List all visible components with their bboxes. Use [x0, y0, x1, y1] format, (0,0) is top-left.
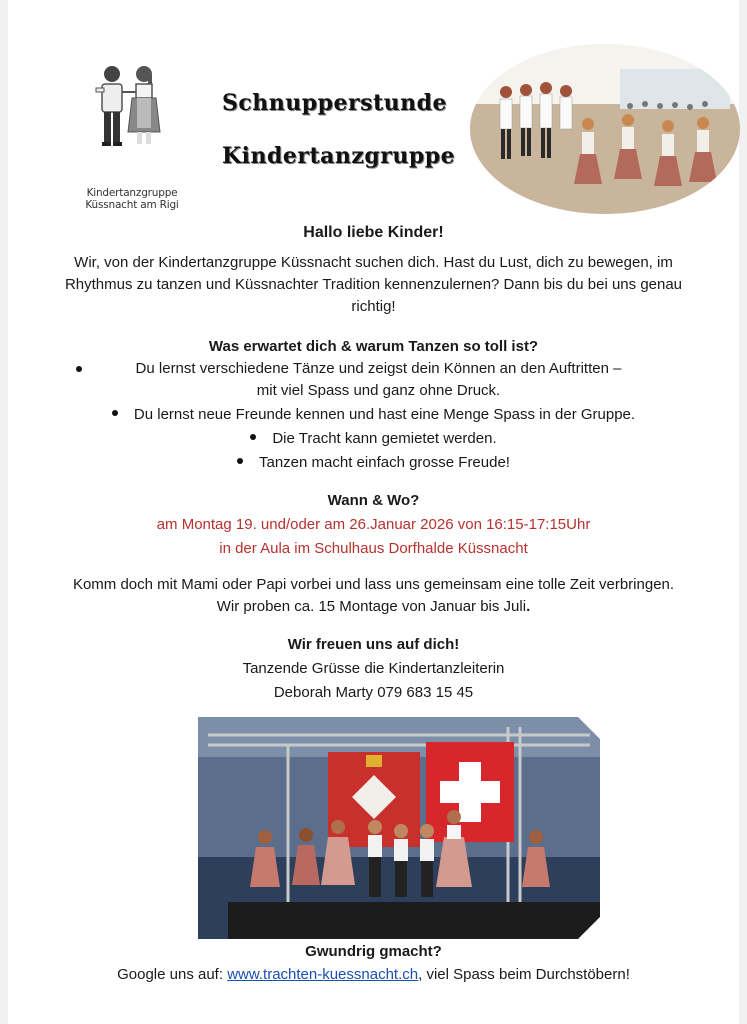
logo-text-line1: Kindertanzgruppe	[86, 187, 178, 199]
bullet-text: Du lernst verschiedene Tänze und zeigst dein Können an den Auftritten – mit viel Spass und ganz ohne Druck.	[135, 360, 622, 399]
google-prefix: Google uns auf:	[117, 966, 228, 983]
list-item	[40, 358, 707, 402]
bullet-icon	[76, 366, 82, 372]
dancing-children-logo-icon	[82, 60, 182, 185]
dance-group-photo-top	[470, 44, 740, 214]
joy-heading: Wir freuen uns auf dich!	[287, 636, 460, 653]
title-schnupperstunde: Schnupperstunde	[222, 90, 448, 116]
invitation-paragraph	[40, 574, 707, 618]
when-heading: Wann & Wo?	[327, 492, 420, 509]
bullet-text: Du lernst neue Freunde kennen und hast eine Menge Spass in der Gruppe.	[133, 406, 636, 423]
intro-paragraph: Wir, von der Kindertanzgruppe Küssnacht suchen dich. Hast du Lust, dich zu bewegen, im Rhythmus zu tanzen und Küssnachter Tradition kennenzulernen? Dann bis du bei uns genau richtig!	[64, 254, 683, 315]
bullet-icon	[250, 434, 256, 440]
list-item	[40, 404, 707, 426]
list-item	[40, 428, 707, 450]
logo	[62, 60, 192, 220]
logo-text-line2: Küssnacht am Rigi	[85, 199, 179, 211]
google-suffix: , viel Spass beim Durchstöbern!	[418, 966, 630, 983]
bullet-text: Tanzen macht einfach grosse Freude!	[259, 454, 510, 471]
expect-heading: Was erwartet dich & warum Tanzen so toll ist?	[208, 338, 539, 355]
stage-performance-photo	[198, 717, 600, 939]
website-line	[40, 964, 707, 986]
title-kindertanzgruppe: Kindertanzgruppe	[222, 143, 456, 169]
location-text: in der Aula im Schulhaus Dorfhalde Küssnacht	[219, 540, 528, 557]
date-time-text: am Montag 19. und/oder am 26.Januar 2026 von 16:15-17:15Uhr	[156, 516, 591, 533]
bullet-icon	[237, 458, 243, 464]
curious-heading: Gwundrig gmacht?	[305, 943, 442, 960]
list-item	[40, 452, 707, 474]
regards-text: Tanzende Grüsse die Kindertanzleiterin	[242, 660, 505, 677]
contact-text: Deborah Marty 079 683 15 45	[273, 684, 474, 701]
bullet-icon	[112, 410, 118, 416]
greeting: Hallo liebe Kinder!	[303, 224, 444, 241]
bullet-text: Die Tracht kann gemietet werden.	[272, 430, 497, 447]
page-edge-left	[0, 0, 8, 1024]
website-link[interactable]: www.trachten-kuessnacht.ch	[227, 966, 419, 983]
page-edge-right	[739, 0, 747, 1024]
invitation-text: Komm doch mit Mami oder Papi vorbei und lass uns gemeinsam eine tolle Zeit verbringen. Wir proben ca. 15 Montage von Januar bis Juli	[72, 576, 675, 615]
benefits-list	[40, 358, 707, 476]
invitation-period: .	[526, 598, 531, 615]
